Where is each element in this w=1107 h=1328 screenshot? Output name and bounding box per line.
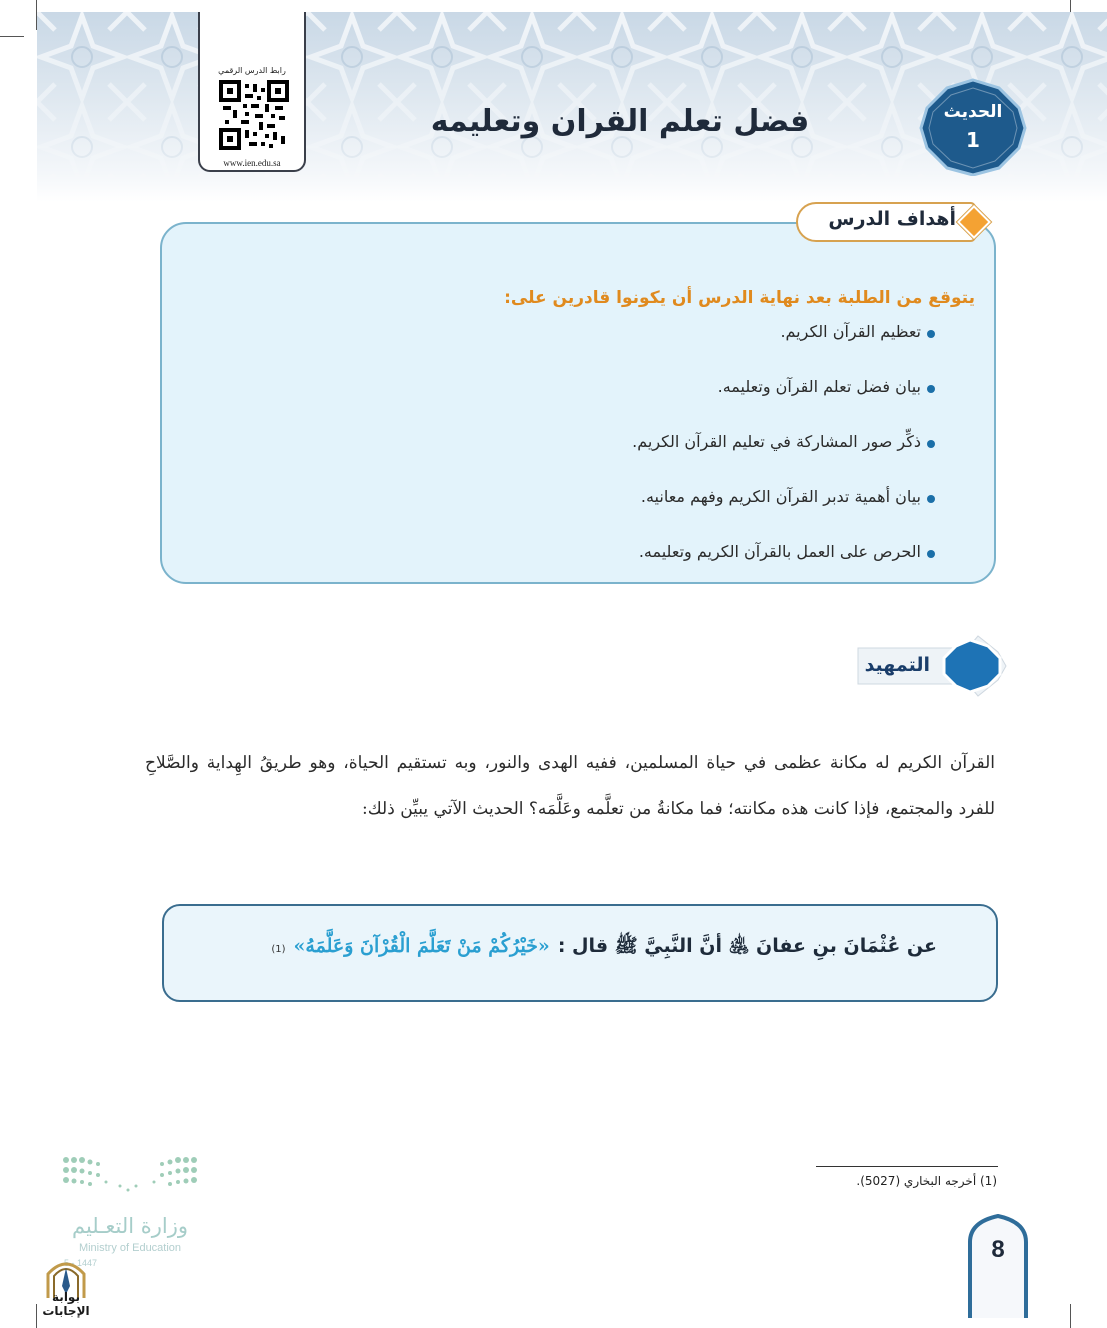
watermark-logo xyxy=(28,1254,104,1320)
intro-paragraph: القرآن الكريم له مكانة عظمى في حياة المسلمين، ففيه الهدى والنور، وبه تستقيم الحياة، وهو طريقُ الهِداية والصَّلاحِ للفرد والمجتمع، فإذا كانت هذه مكانته؛ فما مكانةُ من تعلَّمه وعَلَّمَه؟ الحديث الآتي يبيِّن ذلك: xyxy=(145,753,995,819)
hadith-narration: عن عُثْمَانَ بنِ عفانَ ﵁ أنَّ النَّبِيَّ ﷺ قال : xyxy=(557,935,937,957)
crop-mark xyxy=(1070,1304,1071,1328)
badge-number: 1 xyxy=(966,128,980,152)
objective-item xyxy=(632,487,935,542)
page-tab-shape xyxy=(966,1214,1030,1318)
hadith-number-badge xyxy=(919,78,1027,176)
objectives-intro: يتوقع من الطلبة بعد نهاية الدرس أن يكونوا قادرين على: xyxy=(504,288,975,308)
bullet-icon xyxy=(927,550,935,558)
objective-text: بيان أهمية تدبر القرآن الكريم وفهم معانيه. xyxy=(640,487,921,506)
qr-caption: رابط الدرس الرقمي xyxy=(218,66,286,75)
objectives-tab-label: أهداف الدرس xyxy=(828,208,956,230)
bullet-icon xyxy=(927,330,935,338)
bullet-icon xyxy=(927,495,935,503)
footnote-divider xyxy=(816,1166,998,1167)
hadith-text xyxy=(271,934,937,962)
ministry-year: 5 - 1447 xyxy=(64,1258,98,1268)
objective-text: الحرص على العمل بالقرآن الكريم وتعليمه. xyxy=(638,542,921,561)
page-number: 8 xyxy=(991,1236,1005,1263)
objectives-list xyxy=(632,322,935,597)
footnote-reference[interactable]: (1) xyxy=(271,944,286,955)
objectives-tab xyxy=(796,202,996,244)
footnote: (1) أخرجه البخاري (5027). xyxy=(856,1174,997,1188)
objective-item xyxy=(632,322,935,377)
octagon-badge-icon xyxy=(919,78,1027,176)
intro-heading xyxy=(848,630,1008,702)
octagon-icon xyxy=(944,640,1000,692)
lesson-title: فضل تعلم القران وتعليمه xyxy=(430,104,810,139)
objective-text: بيان فضل تعلم القرآن وتعليمه. xyxy=(717,377,921,396)
qr-card[interactable] xyxy=(198,12,306,172)
bullet-icon xyxy=(927,440,935,448)
objective-text: تعظيم القرآن الكريم. xyxy=(780,322,921,341)
watermark-label: بوابة الإجابات xyxy=(42,1290,90,1318)
qr-code-icon[interactable] xyxy=(219,80,289,150)
ministry-dots-icon xyxy=(60,1152,200,1202)
objective-text: ذكِّر صور المشاركة في تعليم القرآن الكريم. xyxy=(632,432,921,451)
intro-heading-label: التمهيد xyxy=(864,654,930,676)
page-number-tab xyxy=(966,1214,1030,1318)
objective-item xyxy=(632,542,935,597)
objective-item xyxy=(632,377,935,432)
qr-url[interactable]: www.ien.edu.sa xyxy=(223,158,281,168)
ministry-name-ar: وزارة التعـليم xyxy=(71,1214,189,1238)
hadith-quote: «خَيْرُكُمْ مَنْ تَعَلَّمَ الْقُرْآنَ وَعَلَّمَهُ» xyxy=(293,935,550,957)
bullet-icon xyxy=(927,385,935,393)
badge-word: الحديث xyxy=(943,102,1003,122)
ministry-name-en: Ministry of Education xyxy=(78,1242,182,1254)
objective-item xyxy=(632,432,935,487)
crop-mark xyxy=(0,36,24,37)
